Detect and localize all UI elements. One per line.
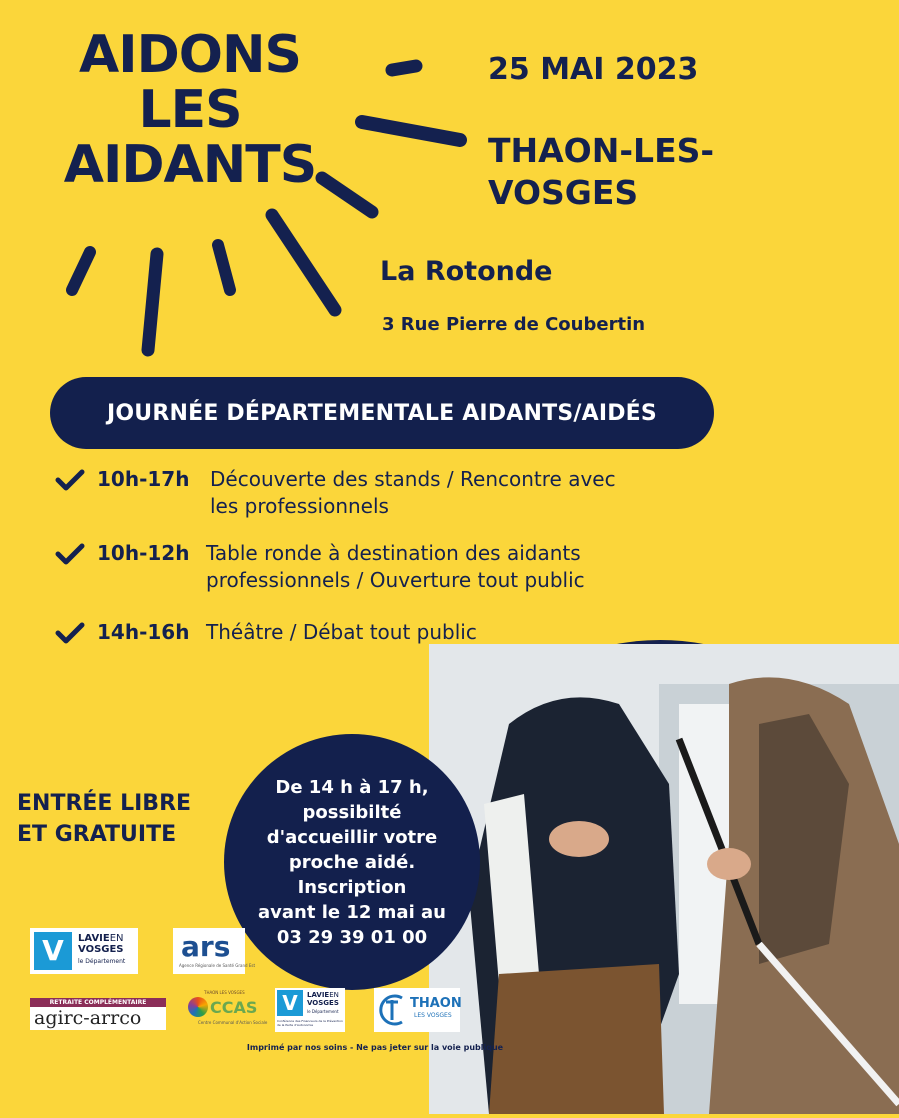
schedule-description: [210, 466, 730, 520]
logo-text: RETRAITE COMPLÉMENTAIRE: [30, 998, 166, 1007]
venue-address: 3 Rue Pierre de Coubertin: [382, 314, 646, 335]
checkmark-icon: [55, 543, 85, 565]
logo-text: VOSGES: [78, 944, 124, 955]
logo-text: ars: [181, 930, 231, 963]
agirc-arrco-logo: [30, 998, 166, 1030]
thaon-les-vosges-logo: [374, 988, 460, 1032]
logo-text: LA: [78, 933, 92, 944]
ray: [272, 215, 335, 310]
print-notice: Imprimé par nos soins - Ne pas jeter sur la voie publique: [246, 1043, 504, 1052]
description-line: Théâtre / Débat tout public: [206, 620, 477, 644]
ray: [72, 252, 90, 290]
v-mark-icon: V: [34, 932, 72, 970]
logo-text: VOSGES: [307, 999, 339, 1007]
entry-line: ENTRÉE LIBRE: [17, 791, 192, 816]
logo-text: VIE: [316, 991, 330, 999]
description-line: les professionnels: [210, 494, 389, 518]
logo-text: THAON LES VOSGES: [204, 990, 245, 995]
la-vie-en-vosges-logo: [30, 928, 138, 974]
schedule-time: 10h-17h: [97, 467, 190, 491]
venue-name: La Rotonde: [380, 256, 553, 287]
schedule-time: 10h-12h: [97, 541, 190, 565]
event-city: [488, 130, 714, 214]
ray: [218, 245, 230, 290]
event-date: 25 MAI 2023: [488, 52, 699, 87]
logo-text: THAON: [410, 996, 462, 1011]
circle-line: proche aidé.: [288, 851, 416, 873]
ccas-flower-icon: [188, 997, 208, 1017]
title-line: AIDONS: [79, 25, 301, 85]
logo-text: Centre Communal d'Action Sociale: [198, 1020, 268, 1025]
logo-text: VIE: [91, 933, 110, 944]
logo-text: agirc-arrco: [34, 1007, 142, 1029]
v-mark-icon: V: [277, 990, 303, 1016]
logo-text: Agence Régionale de Santé Grand Est: [179, 963, 256, 968]
schedule-description: [206, 540, 726, 594]
logo-text: CCAS: [210, 998, 258, 1017]
city-line: THAON-LES-: [488, 131, 715, 170]
free-entry-notice: [17, 788, 191, 850]
circle-line: avant le 12 mai au: [258, 901, 446, 923]
ccas-logo: [188, 990, 268, 1030]
registration-circle: [224, 734, 480, 990]
ray: [148, 254, 157, 350]
logo-text: LA: [307, 991, 317, 999]
circle-line: Inscription: [297, 876, 407, 898]
poster-title: [40, 25, 340, 195]
la-vie-en-vosges-conference-logo: [275, 988, 345, 1032]
checkmark-icon: [55, 469, 85, 491]
logo-text: le Département: [78, 958, 126, 965]
checkmark-icon: [55, 622, 85, 644]
logo-text: EN: [329, 991, 339, 999]
description-line: Table ronde à destination des aidants: [206, 541, 581, 565]
schedule-time: 14h-16h: [97, 620, 190, 644]
thaon-emblem-icon: [376, 992, 410, 1028]
entry-line: ET GRATUITE: [17, 822, 177, 847]
description-line: Découverte des stands / Rencontre avec: [210, 467, 616, 491]
description-line: professionnels / Ouverture tout public: [206, 568, 585, 592]
city-line: VOSGES: [488, 173, 639, 212]
ray: [362, 122, 460, 140]
circle-line: 03 29 39 01 00: [276, 926, 428, 948]
event-banner: JOURNÉE DÉPARTEMENTALE AIDANTS/AIDÉS: [50, 377, 714, 449]
ray: [392, 66, 416, 70]
circle-line: De 14 h à 17 h,: [275, 776, 429, 798]
logo-text: LES VOSGES: [414, 1012, 452, 1019]
title-line: LES: [138, 80, 242, 140]
logo-text: le Département: [307, 1009, 339, 1014]
logo-text: Conférence des Financeurs de la Prévention de la Perte d'Autonomie: [277, 1019, 343, 1027]
circle-line: possibilté: [302, 801, 402, 823]
ars-logo: [173, 928, 256, 974]
caregiver-photo: [425, 640, 895, 1110]
title-line: AIDANTS: [63, 135, 317, 195]
circle-line: d'accueillir votre: [266, 826, 438, 848]
logo-text: EN: [109, 933, 124, 944]
